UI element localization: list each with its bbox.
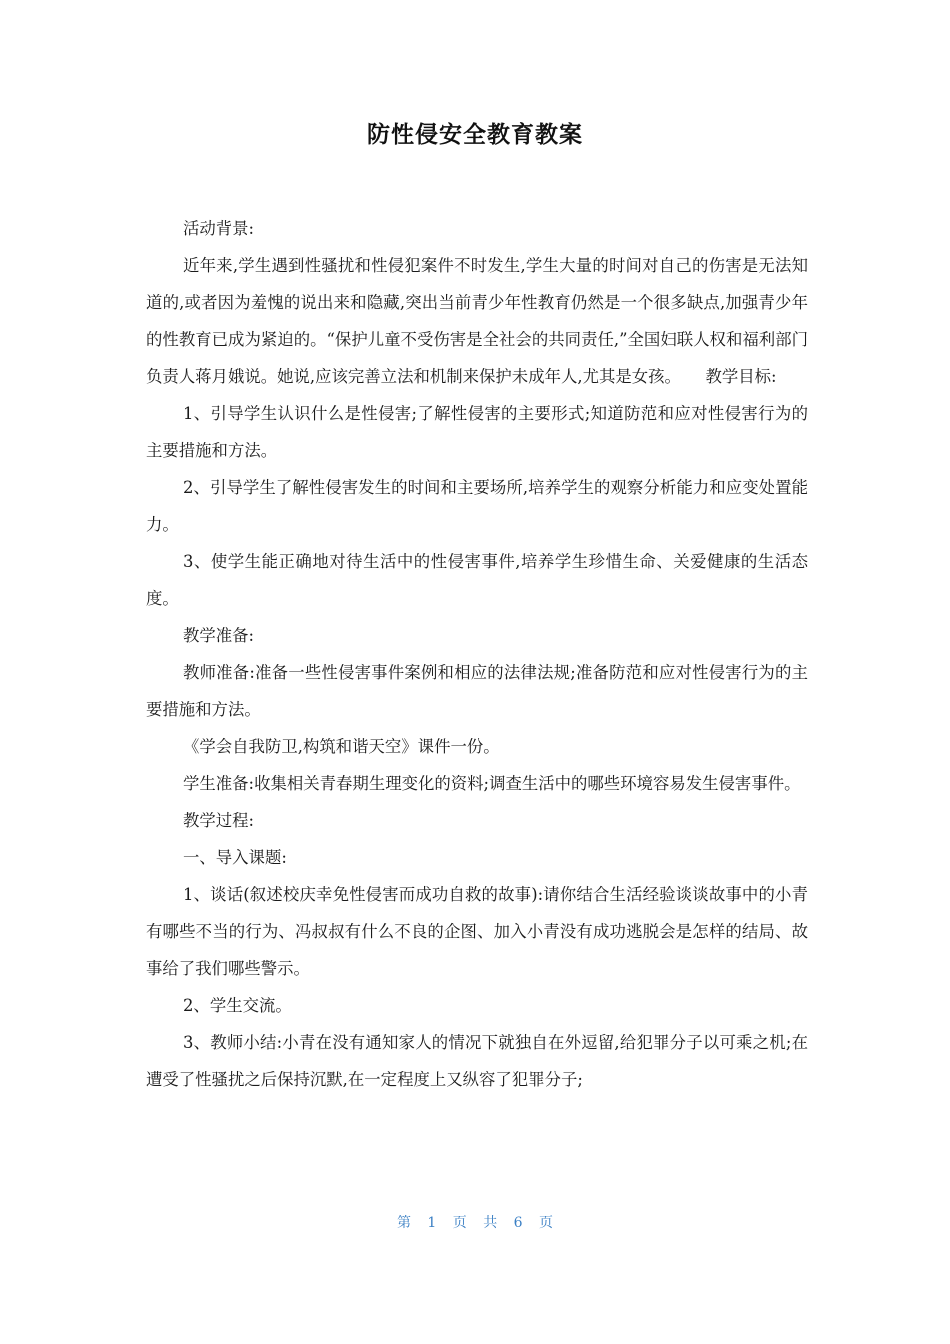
page-number-footer: 第 1 页 共 6 页: [396, 1215, 554, 1231]
paragraph-student-preparation: 学生准备:收集相关青春期生理变化的资料;调查生活中的哪些环境容易发生侵害事件。: [183, 774, 801, 793]
paragraph-goal-3: 3、使学生能正确地对待生活中的性侵害事件,培养学生珍惜生命、关爱健康的生活态度。: [146, 552, 808, 608]
paragraph-step-3: 3、教师小结:小青在没有通知家人的情况下就独自在外逗留,给犯罪分子以可乘之机;在遭受了性骚扰之后保持沉默,在一定程度上又纵容了犯罪分子;: [146, 1033, 808, 1089]
paragraph-preparation-heading: 教学准备:: [183, 626, 255, 645]
paragraph-teacher-preparation: 教师准备:准备一些性侵害事件案例和相应的法律法规;准备防范和应对性侵害行为的主要措施和方法。: [146, 663, 808, 719]
document-title: 防性侵安全教育教案: [367, 122, 583, 148]
paragraph-goal-1: 1、引导学生认识什么是性侵害;了解性侵害的主要形式;知道防范和应对性侵害行为的主要措施和方法。: [146, 404, 808, 460]
paragraph-goal-2: 2、引导学生了解性侵害发生的时间和主要场所,培养学生的观察分析能力和应变处置能力。: [146, 478, 808, 534]
paragraph-step-2: 2、学生交流。: [183, 996, 292, 1015]
document-body: [146, 210, 808, 1098]
paragraph-courseware: 《学会自我防卫,构筑和谐天空》课件一份。: [183, 737, 500, 756]
paragraph-section-1-heading: 一、导入课题:: [183, 848, 287, 867]
paragraph-background: 近年来,学生遇到性骚扰和性侵犯案件不时发生,学生大量的时间对自己的伤害是无法知道的,或者因为羞愧的说出来和隐藏,突出当前青少年性教育仍然是一个很多缺点,加强青少年的性教育已成为紧迫的。“保护儿童不受伤害是全社会的共同责任,”全国妇联人权和福利部门负责人蒋月娥说。她说,应该完善立法和机制来保护未成年人,尤其是女孩。 教学目标:: [146, 256, 808, 386]
paragraph-step-1: 1、谈话(叙述校庆幸免性侵害而成功自救的故事):请你结合生活经验谈谈故事中的小青有哪些不当的行为、冯叔叔有什么不良的企图、加入小青没有成功逃脱会是怎样的结局、故事给了我们哪些警示。: [146, 885, 808, 978]
paragraph-process-heading: 教学过程:: [183, 811, 255, 830]
paragraph-activity-background-heading: 活动背景:: [183, 219, 255, 238]
